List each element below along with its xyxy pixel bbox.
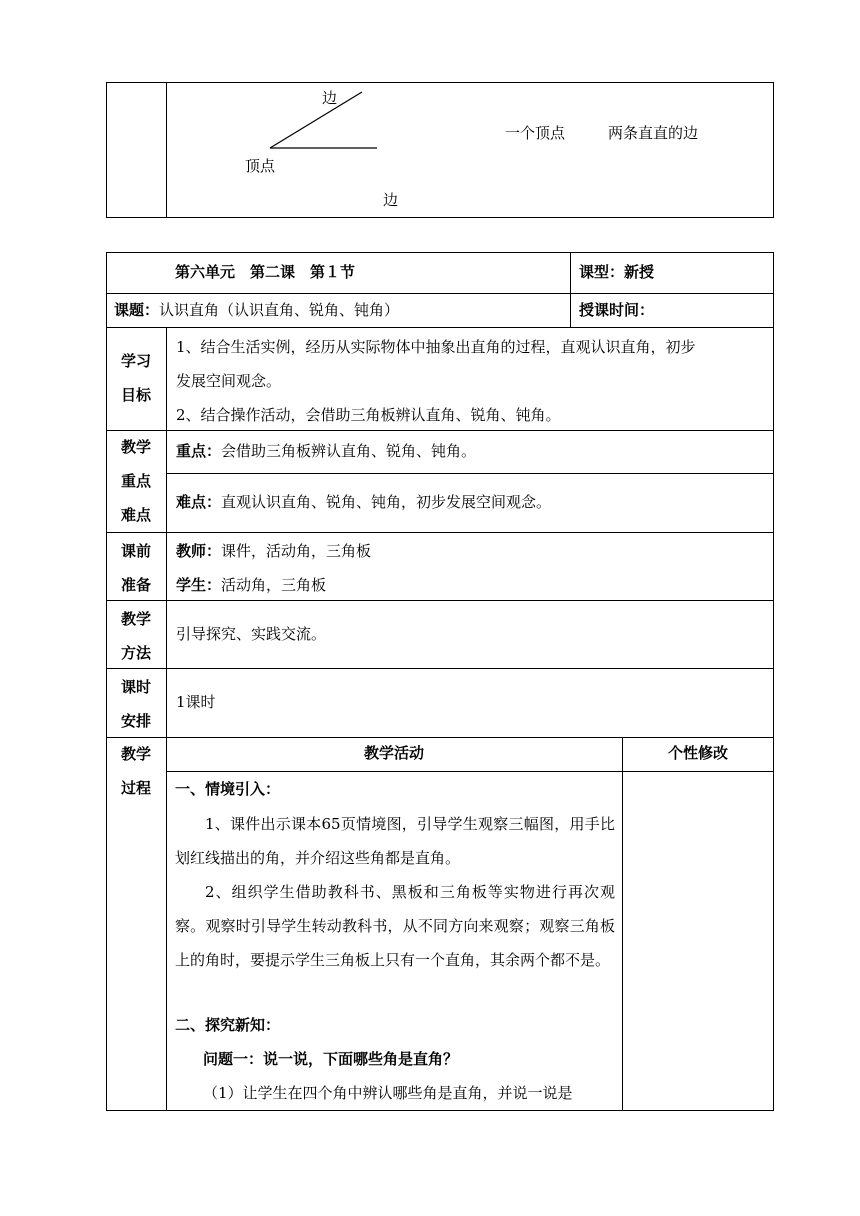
preparation-label — [106, 534, 166, 602]
process-label-line: 教学 — [120, 745, 151, 763]
objectives-label — [106, 344, 166, 412]
topic-label: 课题： — [114, 301, 160, 319]
teacher-prep-line — [176, 534, 371, 568]
top-table — [106, 82, 774, 218]
key-points-label-line: 教学 — [120, 438, 151, 456]
lesson-type-label: 课型： — [579, 263, 625, 281]
top-table-divider — [166, 82, 167, 218]
objectives-label-line: 目标 — [120, 386, 151, 404]
vertex-label: 顶点 — [245, 157, 276, 175]
row-rule — [106, 737, 774, 738]
row-rule — [106, 327, 774, 328]
duration-label-line: 课时 — [120, 678, 151, 696]
row-rule — [106, 293, 774, 294]
key-points-label-line: 难点 — [120, 506, 151, 524]
row-rule — [166, 473, 774, 474]
modify-column-header: 个性修改 — [667, 744, 728, 762]
topic-value: 认识直角（认识直角、锐角、钝角） — [159, 301, 400, 319]
col-rule — [166, 327, 167, 1111]
section-intro-heading: 一、情境引入： — [175, 780, 281, 798]
edge-top-label: 边 — [322, 89, 338, 107]
focus-label: 重点： — [176, 442, 222, 460]
lesson-type — [579, 265, 654, 280]
difficulty-label: 难点： — [176, 493, 222, 511]
one-vertex-text: 一个顶点 — [505, 124, 566, 142]
topic-row — [114, 303, 399, 318]
key-points-label-line: 重点 — [120, 472, 151, 490]
teacher-label: 教师： — [176, 542, 222, 560]
focus-line — [176, 444, 476, 459]
lesson-type-value: 新授 — [624, 263, 655, 281]
duration-label — [106, 670, 166, 738]
preparation-label-line: 课前 — [120, 542, 151, 560]
col-rule — [570, 252, 571, 327]
row-rule — [106, 668, 774, 669]
col-rule — [622, 737, 623, 1111]
duration-value: 1课时 — [176, 693, 216, 711]
edge-bottom-label: 边 — [383, 191, 399, 209]
method-label — [106, 602, 166, 670]
student-label: 学生： — [176, 576, 222, 594]
difficulty-line — [176, 495, 551, 510]
explore-paragraph-1: （1）让学生在四个角中辨认哪些角是直角，并说一说是 — [203, 1084, 573, 1102]
objective-line: 2、结合操作活动，会借助三角板辨认直角、锐角、钝角。 — [176, 406, 561, 424]
preparation-label-line: 准备 — [120, 576, 151, 594]
objective-line: 发展空间观念。 — [176, 372, 282, 390]
duration-label-line: 安排 — [120, 712, 151, 730]
activity-column-header: 教学活动 — [363, 744, 424, 762]
row-rule — [166, 771, 774, 772]
key-points-label — [106, 430, 166, 532]
intro-paragraph-2: 2、组织学生借助教科书、黑板和三角板等实物进行再次观察。观察时引导学生转动教科书，从不同方向来观察；观察三角板上的角时，要提示学生三角板上只有一个直角，其余两个都不是。 — [175, 883, 615, 969]
teaching-time-label: 授课时间： — [579, 301, 655, 319]
method-label-line: 方法 — [120, 644, 151, 662]
method-value: 引导探究、实践交流。 — [176, 625, 327, 643]
objectives-label-line: 学习 — [120, 352, 151, 370]
unit-lesson-title: 第六单元 第二课 第１节 — [175, 263, 356, 281]
two-edges-text: 两条直直的边 — [608, 124, 699, 142]
row-rule — [106, 532, 774, 533]
preparation-content — [176, 534, 371, 602]
teacher-value: 课件，活动角，三角板 — [221, 542, 372, 560]
question-1-heading: 问题一：说一说，下面哪些角是直角？ — [203, 1050, 459, 1068]
section-explore-heading: 二、探究新知： — [175, 1016, 281, 1034]
objectives-content — [176, 330, 696, 432]
focus-value: 会借助三角板辨认直角、锐角、钝角。 — [221, 442, 477, 460]
process-label-line: 过程 — [120, 779, 151, 797]
method-label-line: 教学 — [120, 610, 151, 628]
angle-slanted-edge — [270, 89, 362, 148]
intro-paragraph-1: 1、课件出示课本65页情境图，引导学生观察三幅图，用手比划红线描出的角，并介绍这些角都是直角。 — [175, 815, 615, 867]
process-label — [106, 737, 166, 805]
student-value: 活动角，三角板 — [221, 576, 327, 594]
objective-line: 1、结合生活实例，经历从实际物体中抽象出直角的过程，直观认识直角，初步 — [176, 338, 696, 356]
student-prep-line — [176, 568, 371, 602]
difficulty-value: 直观认识直角、锐角、钝角，初步发展空间观念。 — [221, 493, 552, 511]
